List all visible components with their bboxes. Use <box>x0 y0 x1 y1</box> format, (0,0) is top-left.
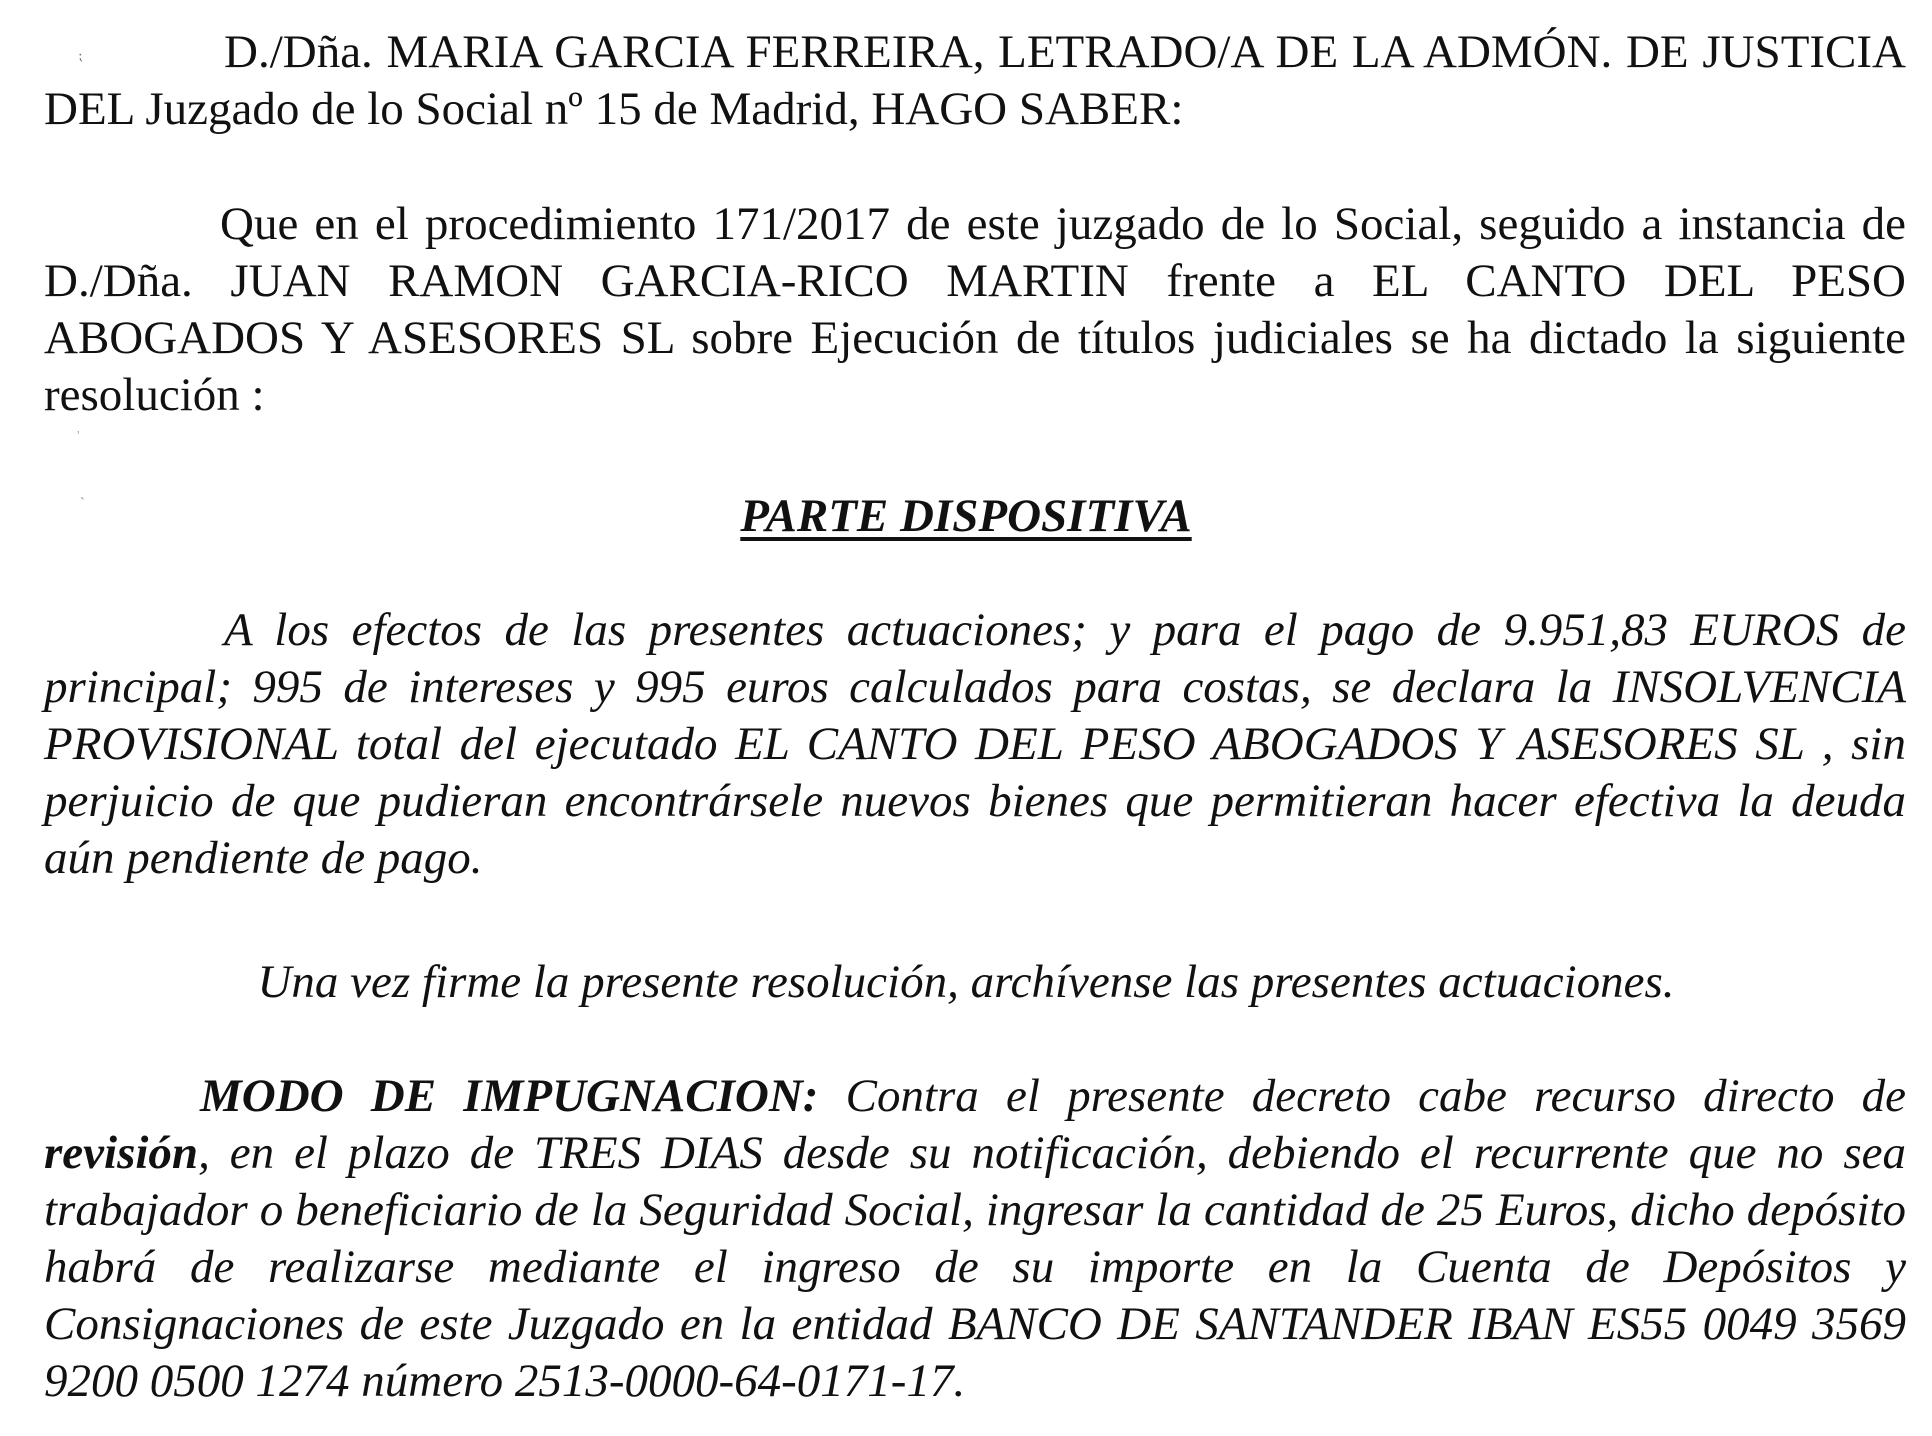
impugnacion-text-a: Contra el presente decreto cabe recurso directo de <box>818 1070 1906 1122</box>
impugnacion-text-b: , en el plazo de TRES DIAS desde su notificación, debiendo el recurrente que no sea trabajador o beneficiario de la Seguridad Social, ingresar la cantidad de 25 Euros, dicho depósito habrá de realizarse mediante el ingreso de su importe en la Cuenta de Depósitos y Consignaciones de este Juzgado en la entidad BANCO DE SANTANDER IBAN ES55 0049 3569 9200 0500 1274 número 2513-0000-64-0171-17. <box>44 1127 1906 1407</box>
section-heading: PARTE DISPOSITIVA <box>740 490 1192 542</box>
archive-paragraph: Una vez firme la presente resolución, archívense las presentes actuaciones. <box>257 956 1675 1008</box>
procedure-paragraph <box>44 196 1906 424</box>
insolvency-text: A los efectos de las presentes actuaciones; y para el pago de 9.951,83 EUROS de principal; 995 de intereses y 995 euros calculados para costas, se declara la INSOLVENCIA PROVISIONAL total del ejecutado EL CANTO DEL PESO ABOGADOS Y ASESORES SL , sin perjuicio de que pudieran encontrársele nuevos bienes que permitieran hacer efectiva la deuda aún pendiente de pago. <box>44 604 1906 884</box>
insolvency-paragraph <box>44 602 1906 887</box>
scan-speck: ⁏ <box>78 49 83 64</box>
intro-paragraph <box>44 24 1906 138</box>
scan-speck: ʾ <box>76 430 81 445</box>
impugnacion-paragraph <box>44 1068 1906 1410</box>
procedure-text: Que en el procedimiento 171/2017 de este juzgado de lo Social, seguido a instancia de D./Dña. JUAN RAMON GARCIA-RICO MARTIN frente a EL CANTO DEL PESO ABOGADOS Y ASESORES SL sobre Ejecución de títulos judiciales se ha dictado la siguiente resolución : <box>44 198 1906 421</box>
scan-speck: ˋ <box>80 496 85 511</box>
revision-term: revisión <box>44 1127 199 1179</box>
impugnacion-label: MODO DE IMPUGNACION: <box>200 1070 819 1122</box>
intro-text: D./Dña. MARIA GARCIA FERREIRA, LETRADO/A DE LA ADMÓN. DE JUSTICIA DEL Juzgado de lo Social nº 15 de Madrid, HAGO SABER: <box>44 26 1906 135</box>
